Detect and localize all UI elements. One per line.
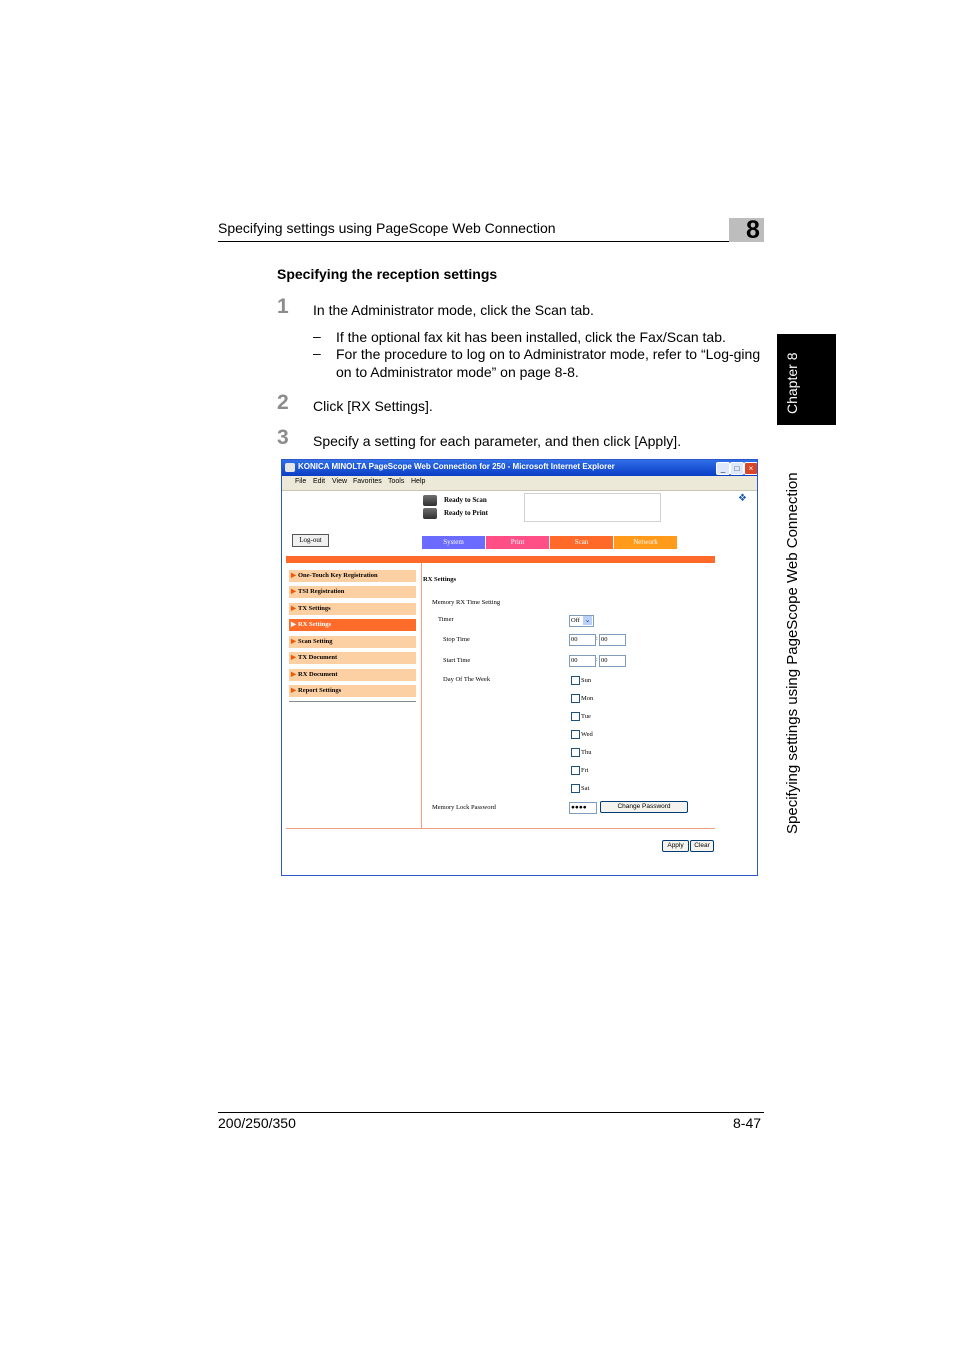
change-password-button[interactable]: Change Password [600,801,688,813]
browser-window-screenshot [281,459,758,876]
menu-edit[interactable]: Edit [313,478,326,485]
menu-file[interactable]: File [295,478,307,485]
start-time-label: Start Time [443,657,471,664]
nav-item-one-touch[interactable] [289,570,416,582]
menu-tools[interactable]: Tools [388,478,405,485]
time-separator: : [596,656,598,663]
browser-icon [285,463,295,472]
tab-scan[interactable]: Scan [550,536,613,549]
checkbox-label: Fri [581,767,589,774]
chevron-down-icon[interactable]: ⌄ [584,617,591,624]
nav-arrow-icon: ▶ [291,621,296,628]
side-chapter-label: Chapter 8 [784,352,800,414]
nav-label: RX Document [298,671,338,678]
step-text: Specify a setting for each parameter, and then click [Apply]. [313,433,682,449]
header-rule [218,241,764,242]
tab-system[interactable]: System [422,536,485,549]
start-time-minute-input[interactable]: 00 [599,655,626,667]
status-message-box [524,493,661,522]
checkbox-mon[interactable] [571,694,580,703]
checkbox-tue[interactable] [571,712,580,721]
nav-item-rx-document[interactable] [289,669,416,681]
checkbox-wed[interactable] [571,730,580,739]
logout-button[interactable]: Log-out [292,534,329,547]
step-text: Click [RX Settings]. [313,398,433,414]
step-sub-item: For the procedure to log on to Administrator mode, refer to “Log-ging on to Administrator mode” on page 8-8. [336,346,761,380]
status-scan: Ready to Scan [444,496,487,504]
chapter-number: 8 [746,216,760,244]
section-heading: Specifying the reception settings [277,266,498,282]
content-bottom-rule [286,828,715,829]
checkbox-label: Tue [581,713,591,720]
window-title: KONICA MINOLTA PageScope Web Connection for 250 - Microsoft Internet Explorer [298,462,615,471]
scanner-icon [423,495,437,506]
start-time-hour-input[interactable]: 00 [569,655,596,667]
time-separator: : [596,635,598,642]
checkbox-sat[interactable] [571,784,580,793]
lock-password-label: Memory Lock Password [432,804,496,811]
page-header-title: Specifying settings using PageScope Web Connection [218,220,556,236]
menu-view[interactable]: View [332,478,348,485]
nav-arrow-icon: ▶ [291,687,296,694]
nav-arrow-icon: ▶ [291,588,296,595]
checkbox-label: Sat [581,785,590,792]
timer-label: Timer [438,616,454,623]
window-titlebar [282,460,757,476]
checkbox-label: Thu [581,749,592,756]
stop-time-hour-input[interactable]: 00 [569,634,596,646]
checkbox-thu[interactable] [571,748,580,757]
checkbox-label: Mon [581,695,594,702]
lock-password-input[interactable]: ●●●● [569,802,597,814]
checkbox-label: Wed [581,731,593,738]
nav-label: Report Settings [298,687,342,694]
step-sub-item: If the optional fax kit has been installed, click the Fax/Scan tab. [336,329,726,345]
tab-underline-bar [286,556,715,563]
nav-divider [289,701,416,702]
checkbox-label: Sun [581,677,592,684]
minimize-icon[interactable]: _ [716,462,730,475]
nav-label: TSI Registration [298,588,345,595]
menu-help[interactable]: Help [411,478,426,485]
nav-item-tx-settings[interactable] [289,603,416,615]
nav-arrow-icon: ▶ [291,671,296,678]
nav-item-tsi[interactable] [289,586,416,598]
apply-button[interactable]: Apply [662,840,689,852]
nav-label: Scan Setting [298,638,333,645]
footer-page-number: 8-47 [733,1115,762,1131]
footer-rule [218,1112,764,1113]
maximize-icon[interactable]: □ [730,462,744,475]
nav-arrow-icon: ▶ [291,638,296,645]
panel-title: RX Settings [423,576,457,583]
nav-item-report-settings[interactable] [289,685,416,697]
side-section-label: Specifying settings using PageScope Web Connection [784,472,801,834]
tab-print[interactable]: Print [486,536,549,549]
footer-model: 200/250/350 [218,1115,296,1131]
checkbox-sun[interactable] [571,676,580,685]
tab-network[interactable]: Network [614,536,677,549]
checkbox-fri[interactable] [571,766,580,775]
step-text: In the Administrator mode, click the Scan tab. [313,302,594,318]
nav-item-scan-setting[interactable] [289,636,416,648]
group-title: Memory RX Time Setting [432,599,501,606]
close-icon[interactable]: × [744,462,758,475]
nav-item-tx-document[interactable] [289,652,416,664]
nav-item-rx-settings[interactable] [289,619,416,631]
nav-label: RX Settings [298,621,332,628]
menu-favorites[interactable]: Favorites [353,478,382,485]
nav-label: TX Document [298,654,338,661]
timer-select[interactable]: Off [569,615,594,627]
nav-label: TX Settings [298,605,331,612]
stop-time-minute-input[interactable]: 00 [599,634,626,646]
nav-label: One-Touch Key Registration [298,572,378,579]
stop-time-label: Stop Time [443,636,470,643]
nav-arrow-icon: ▶ [291,605,296,612]
windows-logo-icon: ❖ [738,493,747,504]
step-number: 1 [277,295,289,318]
step-number: 2 [277,391,289,414]
status-print: Ready to Print [444,509,488,517]
dash-bullet: – [313,345,321,361]
nav-arrow-icon: ▶ [291,654,296,661]
dash-bullet: – [313,328,321,344]
nav-arrow-icon: ▶ [291,572,296,579]
printer-icon [423,508,437,519]
day-of-week-label: Day Of The Week [443,676,491,683]
clear-button[interactable]: Clear [690,840,714,852]
step-number: 3 [277,426,289,449]
content-divider [421,563,422,829]
